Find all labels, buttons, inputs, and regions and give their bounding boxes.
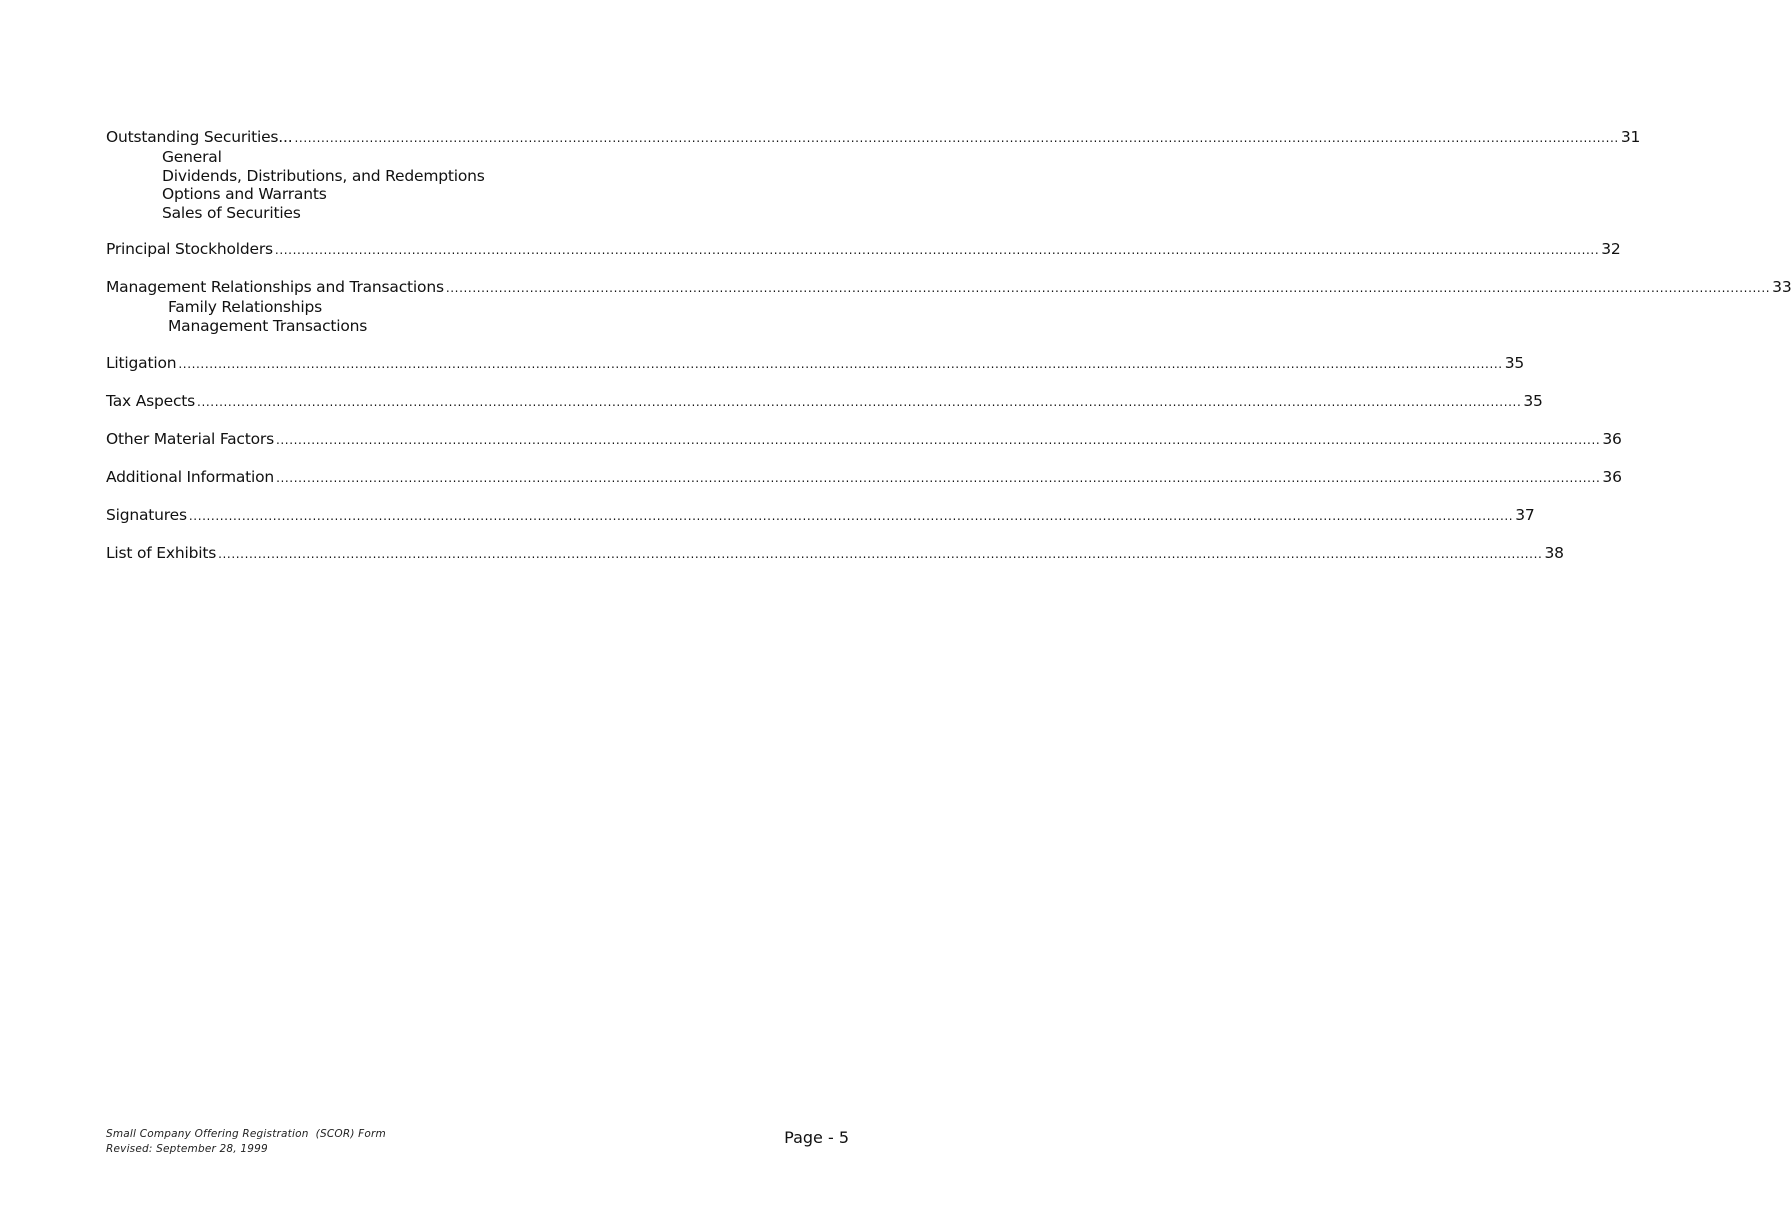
- dot-leader: ............................................................................................................................................................................................................................................................................................................: [276, 470, 1601, 485]
- toc-entry-list-of-exhibits: [106, 543, 1564, 564]
- toc-subentries: [106, 148, 832, 222]
- toc-entry-signatures: [106, 505, 1535, 526]
- toc-entry-page: 31: [1620, 128, 1641, 146]
- toc-entry-management-relationships: [106, 278, 1792, 335]
- toc-entry-title: Signatures: [106, 505, 187, 524]
- toc-entry-principal-stockholders: [106, 240, 1621, 260]
- dot-leader: ............................................................................................................................................................................................................................................................................................................: [218, 546, 1543, 561]
- toc-subentry: Options and Warrants: [162, 185, 327, 204]
- toc-entry-title: Principal Stockholders: [106, 240, 273, 259]
- toc-subentry: Management Transactions: [168, 316, 368, 335]
- toc-entry-title: Additional Information: [106, 467, 275, 486]
- toc-entry-title: Management Relationships and Transactions: [106, 278, 444, 297]
- toc-entry-litigation: [106, 353, 1525, 374]
- toc-subentry: Dividends, Distributions, and Redemptions: [162, 166, 485, 185]
- dot-leader: ............................................................................................................................................................................................................................................................................................................: [197, 394, 1522, 409]
- toc-subentry: Family Relationships: [168, 298, 323, 317]
- footer-revised-date: Revised: September 28, 1999: [106, 1143, 268, 1155]
- page-number: Page - 5: [784, 1128, 849, 1147]
- table-of-contents: [106, 128, 1792, 582]
- toc-entry-page: 36: [1602, 467, 1622, 486]
- footer-form-name: Small Company Offering Registration (SCOR) Form: [106, 1128, 386, 1140]
- toc-subentries: [106, 298, 832, 335]
- toc-entry-title: Outstanding Securities...: [106, 128, 293, 146]
- dot-leader: ............................................................................................................................................................................................................................................................................................................: [294, 131, 1619, 145]
- toc-entry-other-material-factors: [106, 429, 1622, 450]
- toc-entry-page: 35: [1523, 391, 1543, 410]
- toc-entry-additional-information: [106, 467, 1622, 488]
- toc-entry-page: 36: [1602, 429, 1622, 448]
- toc-entry-page: 38: [1544, 543, 1564, 562]
- toc-subentry: Sales of Securities: [162, 203, 301, 222]
- toc-entry-title: List of Exhibits: [106, 543, 217, 562]
- toc-entry-title: Other Material Factors: [106, 429, 274, 448]
- dot-leader: ............................................................................................................................................................................................................................................................................................................: [445, 281, 1771, 296]
- toc-entry-page: 37: [1515, 505, 1535, 524]
- toc-entry-page: 32: [1601, 240, 1621, 259]
- toc-entry-page: 33: [1772, 278, 1792, 297]
- dot-leader: ............................................................................................................................................................................................................................................................................................................: [178, 356, 1503, 371]
- toc-subentry: General: [162, 148, 222, 166]
- toc-entry-outstanding-securities: [106, 128, 1641, 222]
- toc-entry-title: Litigation: [106, 353, 177, 372]
- dot-leader: ............................................................................................................................................................................................................................................................................................................: [275, 432, 1601, 447]
- toc-entry-tax-aspects: [106, 391, 1543, 412]
- toc-entry-title: Tax Aspects: [106, 391, 196, 410]
- footer-form-info: [106, 1127, 386, 1157]
- toc-entry-page: 35: [1504, 353, 1525, 372]
- dot-leader: ............................................................................................................................................................................................................................................................................................................: [188, 508, 1514, 523]
- dot-leader: ............................................................................................................................................................................................................................................................................................................: [274, 243, 1600, 258]
